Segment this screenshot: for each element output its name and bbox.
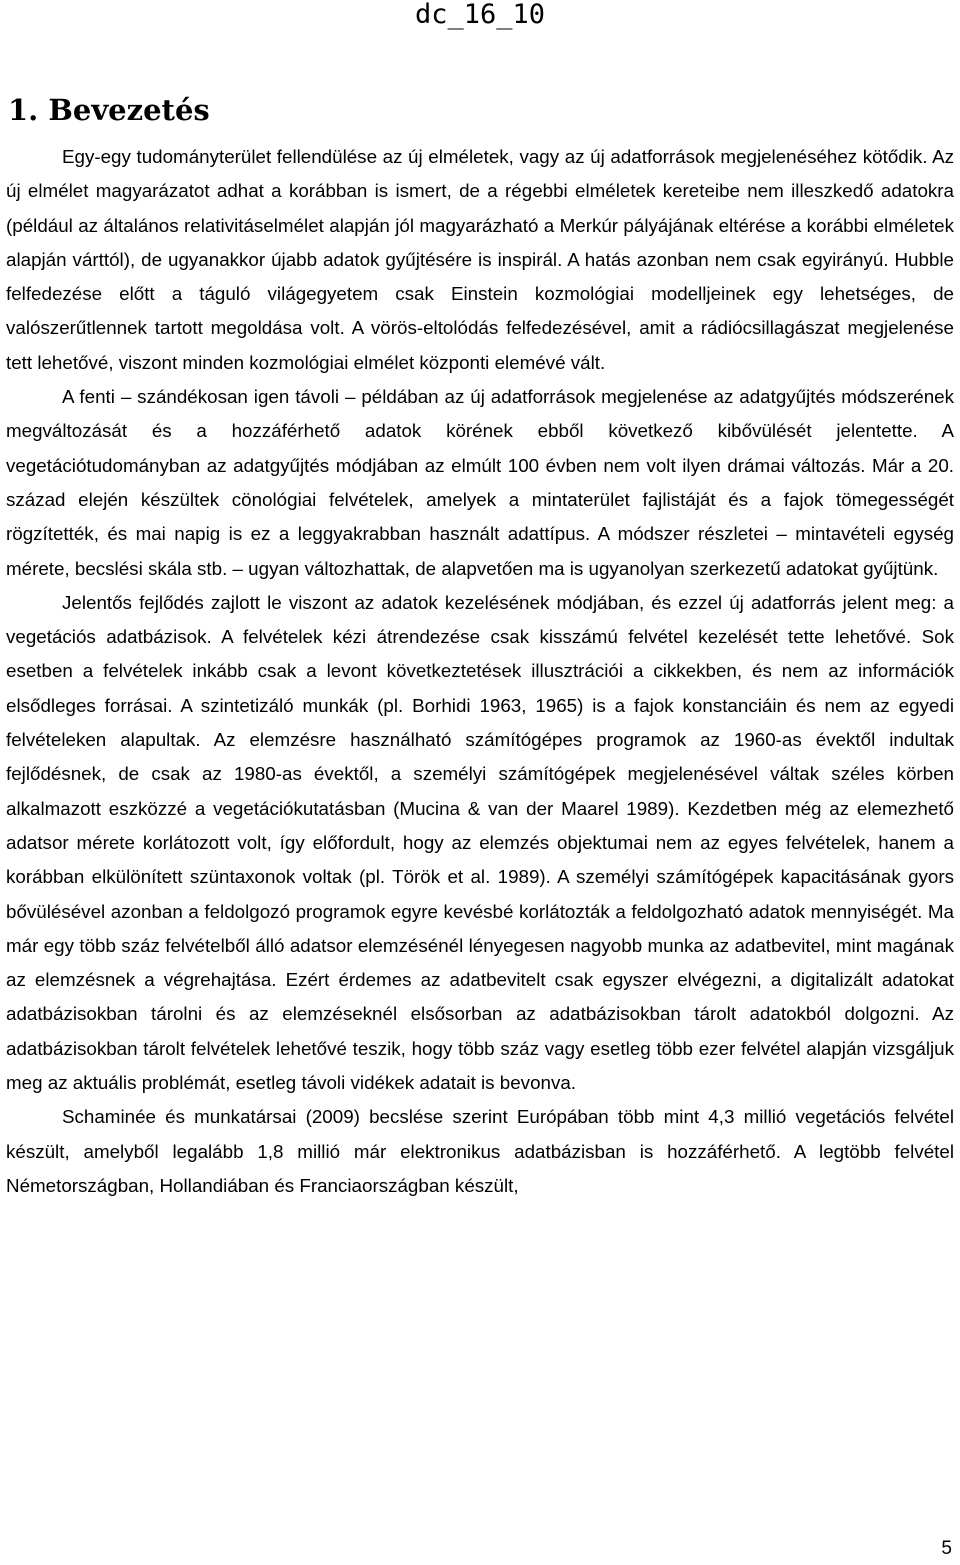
page-number: 5 bbox=[941, 1538, 952, 1559]
section-heading: 1. Bevezetés bbox=[8, 93, 210, 127]
paragraph: Egy-egy tudományterület fellendülése az új elméletek, vagy az új adatforrások megjelenéséhez kötődik. Az új elmélet magyarázatot adhat a korábban is ismert, de a régebbi elméletek kereteibe nem illeszkedő adatokra (például az általános relativitáselmélet alapján jól magyarázható a Merkúr pályájának eltérése a korábbi elméletek alapján várttól), de ugyanakkor újabb adatok gyűjtésére is inspirál. A hatás azonban nem csak egyirányú. Hubble felfedezése előtt a táguló világegyetem csak Einstein kozmológiai modelljeinek egy lehetséges, de valószerűtlennek tartott megoldása volt. A vörös-eltolódás felfedezésével, amit a rádiócsillagászat megjelenése tett lehetővé, viszont minden kozmológiai elmélet központi elemévé vált. bbox=[6, 146, 954, 373]
document-id: dc_16_10 bbox=[414, 0, 546, 30]
paragraph: Schaminée és munkatársai (2009) becslése szerint Európában több mint 4,3 millió vegetációs felvétel készült, amelyből legalább 1,8 millió már elektronikus adatbázisban is hozzáférhető. A legtöbb felvétel Németországban, Hollandiában és Franciaországban készült, bbox=[6, 1106, 954, 1196]
section-body bbox=[6, 140, 954, 1203]
paragraph: Jelentős fejlődés zajlott le viszont az adatok kezelésének módjában, és ezzel új adatforrás jelent meg: a vegetációs adatbázisok. A felvételek kézi átrendezése csak kisszámú felvétel kezelését tette lehetővé. Sok esetben a felvételek inkább csak a levont következtetések illusztrációi a cikkekben, és nem az információk elsődleges forrásai. A szintetizáló munkák (pl. Borhidi 1963, 1965) is a fajok konstanciáin és nem az egyedi felvételeken alapultak. Az elemzésre használható számítógépes programok az 1960-as évektől indultak fejlődésnek, de csak az 1980-as évektől, a személyi számítógépek megjelenésével váltak széles körben alkalmazott eszközzé a vegetációkutatásban (Mucina & van der Maarel 1989). Kezdetben még az elemezhető adatsor mérete korlátozott volt, így előfordult, hogy az elemzés objektumai nem az egyes felvételek, hanem a korábban elkülönített szüntaxonok voltak (pl. Török et al. 1989). A személyi számítógépek kapacitásának gyors bővülésével azonban a feldolgozó programok egyre kevésbé korlátozták a feldolgozható adatok mennyiségét. Ma már egy több száz felvételből álló adatsor elemzésénél lényegesen nagyobb munka az adatbevitel, mint magának az elemzésnek a végrehajtása. Ezért érdemes az adatbevitelt csak egyszer elvégezni, a digitalizált adatokat adatbázisokban tárolni és az elemzéseknél elsősorban az adatbázisokban tárolt adatokból dolgozni. Az adatbázisokban tárolt felvételek lehetővé teszik, hogy több száz vagy esetleg több ezer felvétel alapján vizsgáljuk meg az aktuális problémát, esetleg távoli vidékek adatait is bevonva. bbox=[6, 591, 954, 1094]
paragraph: A fenti – szándékosan igen távoli – példában az új adatforrások megjelenése az adatgyűjtés módszerének megváltozását és a hozzáférhető adatok körének ebből következő kibővülését jelentette. A vegetációtudományban az adatgyűjtés módjában az elmúlt 100 évben nem volt ilyen drámai változás. Már a 20. század elején készültek cönológiai felvételek, amelyek a mintaterület fajlistáját és a fajok tömegességét rögzítették, és mai napig is ez a leggyakrabban használt adattípus. A módszer részletei – mintavételi egység mérete, becslési skála stb. – ugyan változhattak, de alapvetően ma is ugyanolyan szerkezetű adatokat gyűjtünk. bbox=[6, 386, 954, 579]
